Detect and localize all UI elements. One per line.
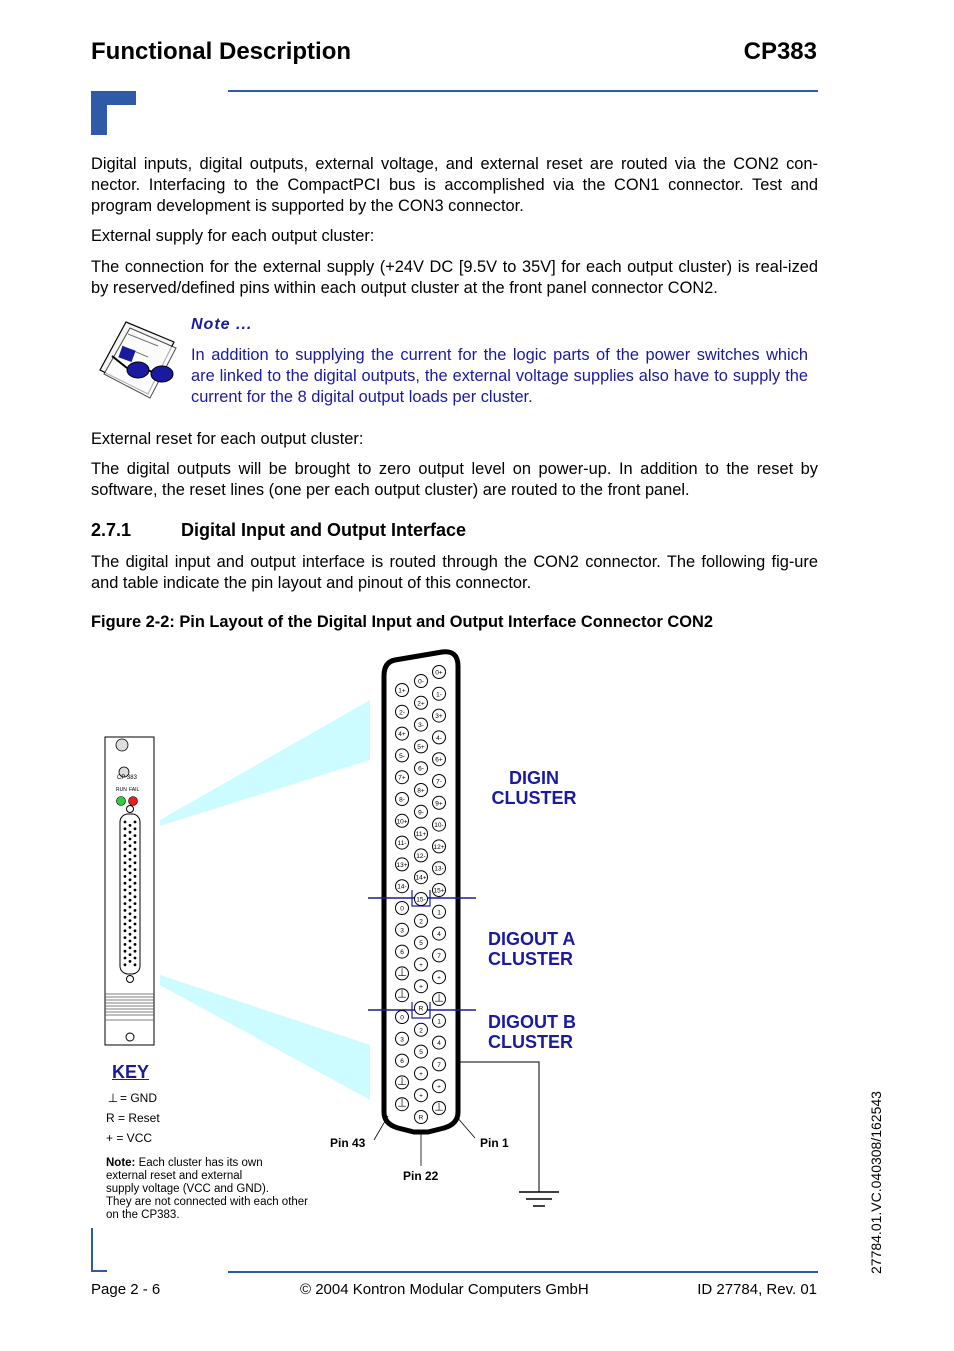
led-fail-label: FAIL: [129, 787, 140, 793]
left-pin-label: 13+: [396, 861, 408, 869]
middle-pin: [415, 675, 428, 688]
right-pin: [433, 949, 446, 962]
panel-pin-dot: [134, 950, 137, 953]
middle-pin: [415, 718, 428, 731]
key-gnd: [106, 1091, 157, 1105]
digout-a-label-line2: CLUSTER: [488, 949, 573, 969]
panel-pin-dot: [134, 875, 137, 878]
section-heading: [91, 520, 466, 541]
middle-pin-label: 2+: [417, 700, 425, 708]
panel-pin-dot: [129, 858, 132, 861]
panel-pin-dot: [134, 963, 137, 966]
key-title: KEY: [112, 1062, 150, 1082]
right-pin-label: 7: [437, 952, 441, 960]
left-pin: [396, 945, 409, 958]
digout-b-label-line1: DIGOUT B: [488, 1012, 576, 1032]
middle-pin-label: 6-: [418, 765, 424, 773]
right-pin: [433, 1080, 446, 1093]
right-pin: [433, 753, 446, 766]
figure-note: [106, 1157, 346, 1222]
middle-pin: [415, 893, 428, 906]
left-pin-label: 11-: [397, 840, 407, 848]
left-pin: [396, 814, 409, 827]
panel-pin-dot: [134, 957, 137, 960]
middle-pin-label: +: [419, 983, 423, 991]
right-pin: [433, 1102, 446, 1115]
panel-pin-dot: [134, 868, 137, 871]
panel-pin-dot: [124, 834, 127, 837]
middle-pin: [415, 740, 428, 753]
footer-corner-mark-h: [91, 1270, 107, 1272]
right-pin: [433, 796, 446, 809]
middle-pin-label: 15-: [416, 896, 426, 904]
middle-pin: [415, 980, 428, 993]
right-pin-label: 1: [437, 1018, 441, 1026]
panel-pin-dot: [134, 848, 137, 851]
middle-pin: [415, 1067, 428, 1080]
paragraph-5: The digital outputs will be brought to zero output level on power-up. In addition to the reset by software, the reset lines (one per each output cluster) are routed to the front panel.: [91, 460, 818, 499]
panel-pin-dot: [134, 882, 137, 885]
digin-label-line2: CLUSTER: [491, 788, 577, 808]
middle-pin-label: 12-: [416, 852, 426, 860]
pins-column-right: [433, 666, 446, 1115]
panel-pin-dot: [129, 844, 132, 847]
middle-pin: [415, 1111, 428, 1124]
right-pin-label: +: [437, 1083, 441, 1091]
panel-pin-dot: [129, 865, 132, 868]
middle-pin: [415, 1045, 428, 1058]
right-pin: [433, 1014, 446, 1027]
left-pin-label: ⊥: [397, 1097, 407, 1110]
panel-pin-dot: [134, 861, 137, 864]
section-title: Digital Input and Output Interface: [181, 520, 466, 540]
digout-a-cluster-label: [488, 929, 575, 969]
left-pin: [396, 684, 409, 697]
pins-column-middle: [415, 675, 428, 1124]
key-vcc: + = VCC: [106, 1131, 153, 1145]
panel-pin-dot: [134, 834, 137, 837]
panel-pin-dot: [124, 936, 127, 939]
middle-pin-label: 14+: [415, 874, 427, 882]
figure-note-line2: external reset and external: [106, 1170, 243, 1182]
footer-rule: [228, 1271, 818, 1273]
left-pin-label: ⊥: [397, 988, 407, 1001]
middle-pin-label: 5+: [417, 743, 425, 751]
pin-43-label: Pin 43: [330, 1136, 366, 1150]
right-pin: [433, 1058, 446, 1071]
footer-page: Page 2 - 6: [91, 1281, 161, 1298]
panel-pin-dot: [129, 838, 132, 841]
note-body: In addition to supplying the current for the logic parts of the power switches which are linked to the digital outputs, the external voltage supplies also have to supply the current for the 8 digital output loads per cluster.: [191, 346, 808, 406]
digout-b-label-line2: CLUSTER: [488, 1032, 573, 1052]
middle-pin-label: 9-: [418, 809, 424, 817]
panel-pin-dot: [129, 940, 132, 943]
right-pin-label: 15+: [433, 887, 445, 895]
panel-pin-dot: [134, 916, 137, 919]
panel-pin-dot: [134, 923, 137, 926]
middle-pin-label: +: [419, 961, 423, 969]
pin-22-label: Pin 22: [403, 1169, 439, 1183]
board-label: CP 383: [117, 775, 137, 781]
panel-pin-dot: [124, 855, 127, 858]
middle-pin-label: 2: [419, 918, 423, 926]
right-pin: [433, 840, 446, 853]
header-title: Functional Description: [91, 38, 352, 65]
panel-pin-dot: [129, 872, 132, 875]
panel-pin-dot: [134, 821, 137, 824]
panel-pin-dot: [129, 831, 132, 834]
panel-pin-dot: [134, 943, 137, 946]
panel-pin-dot: [129, 824, 132, 827]
footer-corner-mark: [91, 1228, 93, 1272]
left-pin: [396, 749, 409, 762]
right-pin-label: 10-: [434, 822, 444, 830]
left-pin-label: 5-: [399, 752, 405, 760]
right-pin-label: 7: [437, 1061, 441, 1069]
middle-pin-label: +: [419, 1070, 423, 1078]
paragraph-1: Digital inputs, digital outputs, external voltage, and external reset are routed via the CON2 con-nector. Interfacing to the CompactPCI bus is accomplished via the CON1 connector. Test and program development is supported by the CON3 connector.: [91, 155, 818, 215]
panel-pin-dot: [129, 906, 132, 909]
middle-pin-label: +: [419, 1092, 423, 1100]
panel-pin-dot: [124, 861, 127, 864]
right-pin-label: 1: [437, 909, 441, 917]
pin-1-label: Pin 1: [480, 1136, 509, 1150]
led-run-label: RUN: [116, 787, 127, 793]
panel-pin-dot: [124, 909, 127, 912]
right-pin: [433, 905, 446, 918]
digout-a-label-line1: DIGOUT A: [488, 929, 576, 949]
right-pin-label: +: [437, 974, 441, 982]
right-pin: [433, 775, 446, 788]
left-pin-label: 0: [400, 905, 404, 913]
right-pin-label: 13-: [434, 865, 444, 873]
panel-pin-dot: [129, 946, 132, 949]
middle-pin: [415, 805, 428, 818]
panel-pin-dot: [129, 953, 132, 956]
left-pin-label: 6: [400, 949, 404, 957]
left-pin: [396, 727, 409, 740]
panel-pin-dot: [124, 848, 127, 851]
digout-b-cluster-label: [488, 1012, 576, 1052]
right-pin: [433, 862, 446, 875]
left-pin-label: 0: [400, 1014, 404, 1022]
figure-note-line3: supply voltage (VCC and GND).: [106, 1183, 269, 1195]
left-pin-label: 7+: [398, 774, 406, 782]
left-pin-label: ⊥: [397, 966, 407, 979]
right-pin: [433, 1036, 446, 1049]
left-pin-label: ⊥: [397, 1075, 407, 1088]
middle-pin: [415, 1089, 428, 1102]
panel-pin-dot: [129, 899, 132, 902]
figure-note-label: Note:: [106, 1157, 136, 1169]
middle-pin-label: R: [418, 1114, 424, 1122]
panel-pin-dot: [129, 926, 132, 929]
middle-pin: [415, 914, 428, 927]
figure-note-line5: on the CP383.: [106, 1209, 180, 1221]
panel-pin-dot: [129, 878, 132, 881]
panel-pin-dot: [134, 895, 137, 898]
right-pin-label: 3+: [435, 713, 443, 721]
panel-pin-dot: [124, 902, 127, 905]
side-document-id: 27784.01.VC.040308/162543: [868, 1091, 884, 1274]
paragraph-4: External reset for each output cluster:: [91, 430, 364, 448]
footer-copyright: © 2004 Kontron Modular Computers GmbH: [300, 1281, 589, 1298]
middle-pin-label: 2: [419, 1027, 423, 1035]
projection-beam-top: [160, 700, 370, 826]
panel-pin-dot: [134, 909, 137, 912]
right-pin-label: 4: [437, 1040, 441, 1048]
middle-pin: [415, 958, 428, 971]
middle-pin-label: 8+: [417, 787, 425, 795]
note-icon: [98, 320, 178, 402]
right-pin: [433, 971, 446, 984]
panel-pin-dot: [134, 929, 137, 932]
left-pin-label: 14-: [397, 883, 407, 891]
left-pin-label: 3: [400, 927, 404, 935]
right-pin-label: ⊥: [434, 992, 444, 1005]
middle-pin: [415, 696, 428, 709]
middle-pin-label: R: [418, 1005, 424, 1013]
right-pin-label: 12+: [433, 843, 445, 851]
middle-pin: [415, 784, 428, 797]
digin-cluster-label: [488, 768, 580, 808]
panel-pin-dot: [124, 889, 127, 892]
panel-pin-dot: [129, 892, 132, 895]
left-pin: [396, 793, 409, 806]
left-pin: [396, 902, 409, 915]
middle-pin-label: 0-: [418, 678, 424, 686]
panel-pin-dot: [134, 936, 137, 939]
panel-pin-dot: [124, 841, 127, 844]
right-pin-label: 6+: [435, 756, 443, 764]
middle-pin-label: 5: [419, 1049, 423, 1057]
middle-pin-label: 3-: [418, 722, 424, 730]
middle-pin: [415, 762, 428, 775]
panel-pin-dot: [124, 916, 127, 919]
front-panel: [105, 737, 154, 1045]
paragraph-6: The digital input and output interface is routed through the CON2 connector. The following fig-ure and table indicate the pin layout and pinout of this connector.: [91, 553, 818, 592]
panel-pin-dot: [129, 885, 132, 888]
right-pin: [433, 927, 446, 940]
right-pin-label: 9+: [435, 800, 443, 808]
panel-pin-dot: [124, 950, 127, 953]
left-pin: [396, 1011, 409, 1024]
right-pin-label: 7-: [436, 778, 442, 786]
panel-pin-dot: [124, 821, 127, 824]
left-pin-label: 3: [400, 1036, 404, 1044]
note-title: Note ...: [191, 316, 253, 333]
left-pin: [396, 1032, 409, 1045]
left-pin: [396, 858, 409, 871]
left-pin: [396, 1054, 409, 1067]
left-pin: [396, 923, 409, 936]
right-pin: [433, 709, 446, 722]
left-pin: [396, 967, 409, 980]
header-model: CP383: [743, 38, 817, 65]
gnd-icon: ⊥: [107, 1091, 119, 1105]
right-pin-label: 4: [437, 931, 441, 939]
panel-pin-dot: [129, 912, 132, 915]
digin-label-line1: DIGIN: [508, 768, 559, 788]
left-pin: [396, 880, 409, 893]
middle-pin: [415, 1023, 428, 1036]
figure-caption: Figure 2-2: Pin Layout of the Digital Input and Output Interface Connector CON2: [91, 613, 713, 631]
left-pin: [396, 836, 409, 849]
middle-pin: [415, 936, 428, 949]
header-rule: [228, 90, 818, 92]
section-number: 2.7.1: [91, 520, 132, 540]
panel-pin-dot: [129, 933, 132, 936]
right-pin-label: 0+: [435, 669, 443, 677]
right-pin: [433, 731, 446, 744]
panel-pin-dot: [124, 957, 127, 960]
panel-pin-dot: [129, 960, 132, 963]
right-pin: [433, 884, 446, 897]
panel-pin-dot: [124, 875, 127, 878]
panel-pin-dot: [129, 851, 132, 854]
figure-note-line1: Each cluster has its own: [138, 1157, 263, 1169]
panel-pin-dot: [134, 889, 137, 892]
left-pin-label: 10+: [396, 818, 408, 826]
connector-figure: [0, 640, 954, 1240]
projection-beam-bottom: [160, 975, 370, 1100]
left-pin-label: 6: [400, 1058, 404, 1066]
panel-pin-dot: [124, 868, 127, 871]
key-reset: R = Reset: [106, 1111, 160, 1125]
panel-pin-dot: [124, 963, 127, 966]
middle-pin-label: 5: [419, 940, 423, 948]
panel-pin-dot: [124, 923, 127, 926]
middle-pin: [415, 1002, 428, 1015]
paragraph-3: The connection for the external supply (+24V DC [9.5V to 35V] for each output cluster) is real-ized by reserved/defined pins within each output cluster at the front panel connector CON2.: [91, 258, 818, 297]
footer-doc-id: ID 27784, Rev. 01: [697, 1281, 817, 1298]
left-pin: [396, 1076, 409, 1089]
corner-mark-top: [91, 91, 136, 105]
middle-pin: [415, 849, 428, 862]
right-pin-label: 1-: [436, 691, 442, 699]
left-pin-label: 4+: [398, 731, 406, 739]
left-pin: [396, 771, 409, 784]
left-pin: [396, 989, 409, 1002]
middle-pin: [415, 871, 428, 884]
figure-note-line4: They are not connected with each other: [106, 1196, 309, 1208]
panel-pin-dot: [134, 827, 137, 830]
left-pin-label: 8-: [399, 796, 405, 804]
panel-pin-dot: [124, 895, 127, 898]
right-pin-label: ⊥: [434, 1101, 444, 1114]
paragraph-2: External supply for each output cluster:: [91, 227, 375, 245]
panel-pin-dot: [134, 902, 137, 905]
panel-pin-dot: [129, 919, 132, 922]
right-pin: [433, 687, 446, 700]
panel-pin-dot: [124, 943, 127, 946]
right-pin: [433, 818, 446, 831]
right-pin-label: 4-: [436, 734, 442, 742]
middle-pin-label: 11+: [415, 831, 427, 839]
right-pin: [433, 666, 446, 679]
left-pin: [396, 705, 409, 718]
key-gnd-text: = GND: [120, 1091, 158, 1105]
left-pin-label: 1+: [398, 687, 406, 695]
left-pin: [396, 1098, 409, 1111]
left-pin-label: 2-: [399, 709, 405, 717]
panel-pin-dot: [124, 827, 127, 830]
panel-pin-dot: [124, 929, 127, 932]
panel-pin-dot: [134, 841, 137, 844]
right-pin: [433, 993, 446, 1006]
panel-pin-dot: [124, 882, 127, 885]
middle-pin: [415, 827, 428, 840]
panel-pin-dot: [134, 855, 137, 858]
